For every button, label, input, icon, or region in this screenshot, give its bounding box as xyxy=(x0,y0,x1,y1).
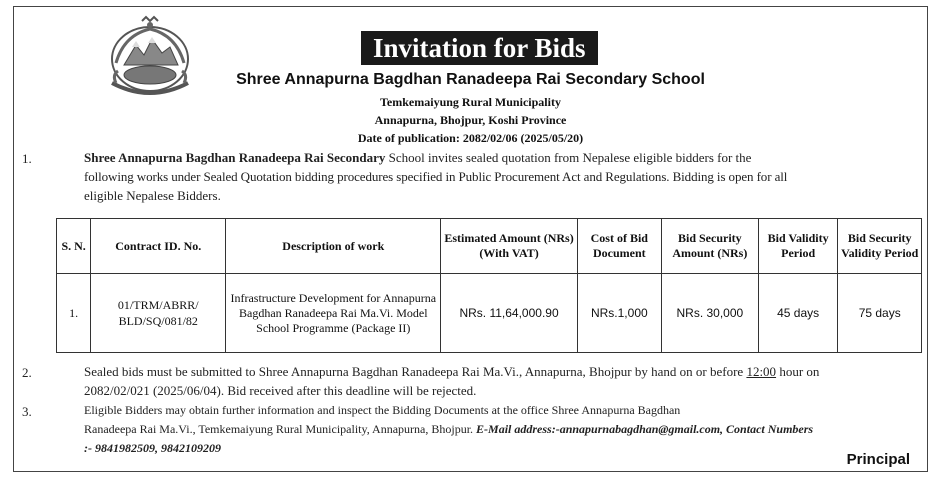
para3-number: 3. xyxy=(22,404,32,419)
municipality-line: Temkemaiyung Rural Municipality xyxy=(380,95,561,109)
table-row xyxy=(57,274,922,353)
para1-bold-lead: Shree Annapurna Bagdhan Ranadeepa Rai Secondary xyxy=(84,150,386,165)
notice-title: Invitation for Bids xyxy=(361,31,598,65)
para2-line2: 2082/02/021 (2025/06/04). Bid received after this deadline will be rejected. xyxy=(84,383,477,398)
para2-line1-b: hour on xyxy=(776,364,820,379)
para1-line3: eligible Nepalese Bidders. xyxy=(84,188,221,203)
table-header-row xyxy=(57,219,922,274)
address-line: Annapurna, Bhojpur, Koshi Province xyxy=(374,113,567,127)
cell-bid-security: NRs. 30,000 xyxy=(661,274,758,353)
para3-line2 xyxy=(84,420,813,439)
header-contract-id: Contract ID. No. xyxy=(91,219,226,274)
cell-contract-id: 01/TRM/ABRR/ BLD/SQ/081/82 xyxy=(91,274,226,353)
para1-line1 xyxy=(84,148,914,167)
signature-principal: Principal xyxy=(846,451,910,468)
contact-numbers: :- 9841982509, 9842109209 xyxy=(84,441,221,455)
bids-table xyxy=(56,218,922,353)
para2-number: 2. xyxy=(22,365,32,380)
bid-notice xyxy=(13,6,928,472)
school-name: Shree Annapurna Bagdhan Ranadeepa Rai Secondary School xyxy=(236,71,705,88)
para1-number: 1. xyxy=(22,151,32,166)
cell-cost-of-document: NRs.1,000 xyxy=(577,274,661,353)
para1-line2: following works under Sealed Quotation bidding procedures specified in Public Procurement Act and Regulations. Bidding is open for all xyxy=(84,169,788,184)
cell-estimated-amount: NRs. 11,64,000.90 xyxy=(441,274,577,353)
para2-line1-a: Sealed bids must be submitted to Shree Annapurna Bagdhan Ranadeepa Rai Ma.Vi., Annapurna, Bhojpur by hand on or before xyxy=(84,364,747,379)
cell-security-validity: 75 days xyxy=(838,274,922,353)
deadline-time: 12:00 xyxy=(746,364,777,379)
header-description: Description of work xyxy=(226,219,441,274)
publication-date: Date of publication: 2082/02/06 (2025/05/20) xyxy=(357,131,584,145)
cell-description: Infrastructure Development for Annapurna Bagdhan Ranadeepa Rai Ma.Vi. Model School Programme (Package II) xyxy=(226,274,441,353)
para2-line1 xyxy=(84,362,918,381)
header-cost-of-document: Cost of Bid Document xyxy=(577,219,661,274)
para3-line2-a: Ranadeepa Rai Ma.Vi., Temkemaiyung Rural Municipality, Annapurna, Bhojpur. xyxy=(84,422,477,436)
cell-validity: 45 days xyxy=(758,274,838,353)
header-estimated-amount: Estimated Amount (NRs) (With VAT) xyxy=(441,219,577,274)
para1-line1-rest: School invites sealed quotation from Nepalese eligible bidders for the xyxy=(388,150,752,165)
para3-line1: Eligible Bidders may obtain further information and inspect the Bidding Documents at the office Shree Annapurna Bagdhan xyxy=(84,403,681,417)
header-bid-security: Bid Security Amount (NRs) xyxy=(661,219,758,274)
header-validity: Bid Validity Period xyxy=(758,219,838,274)
cell-sn: 1. xyxy=(57,274,91,353)
header-sn: S. N. xyxy=(57,219,91,274)
header-security-validity: Bid Security Validity Period xyxy=(838,219,922,274)
contact-info: E-Mail address:-annapurnabagdhan@gmail.com, Contact Numbers xyxy=(476,422,814,436)
